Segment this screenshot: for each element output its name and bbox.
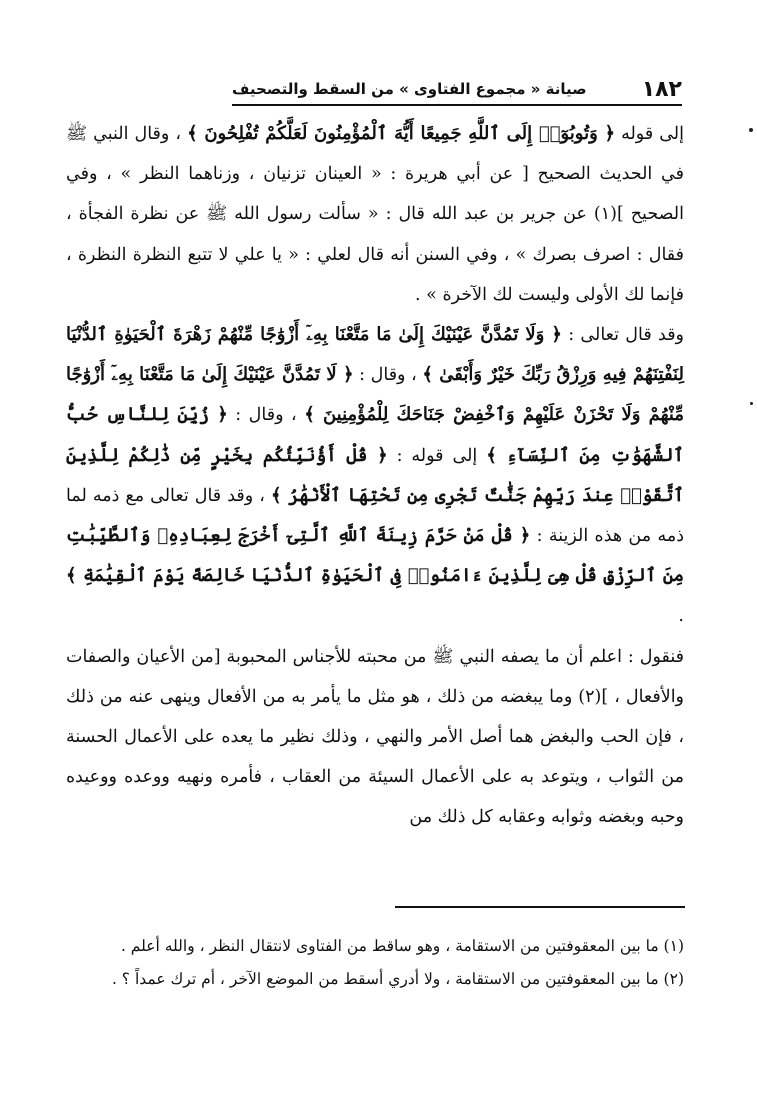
footnote-divider (395, 906, 685, 908)
text-segment: وقد قال تعالى : (561, 325, 685, 346)
quran-verse: ﴿ لَا تَمُدَّنَّ عَيْنَيْكَ إِلَىٰ مَا مَتَّعْنَا بِهِۦٓ أَزْوَٰجًا مِّنْهُمْ وَلَا تَحْزَنْ عَلَيْهِمْ وَٱخْفِضْ جَنَاحَكَ لِلْمُؤْمِنِينَ ﴾ (66, 364, 684, 426)
footnotes (66, 930, 684, 996)
footnote-2: (٢) ما بين المعقوفتين من الاستقامة ، ولا أدري أسقط من الموضع الآخر ، أم ترك عمداً ؟ . (111, 970, 684, 988)
quran-verse: ﴿ وَتُوبُوٓا۟ إِلَى ٱللَّهِ جَمِيعًا أَيُّهَ ٱلْمُؤْمِنُونَ لَعَلَّكُمْ تُفْلِحُونَ ﴾ (187, 123, 616, 144)
footnote-1: (١) ما بين المعقوفتين من الاستقامة ، وهو ساقط من الفتاوى لانتقال النظر ، والله أعلم . (120, 937, 684, 955)
paragraph-2 (66, 315, 684, 637)
scan-speck (750, 402, 753, 405)
text-segment: ، وقد قال تعالى مع ذمه لما ذمه من هذه الزينة : (66, 485, 685, 547)
page-header (232, 76, 682, 102)
text-segment: ، وقال : (353, 365, 423, 386)
text-segment: إلى قوله : (387, 445, 487, 466)
page-number: ١٨٢ (641, 76, 682, 102)
scan-speck (749, 128, 753, 132)
paragraph-1 (66, 114, 684, 315)
running-title: صيانة « مجموع الفتاوى » من السقط والتصحيف (232, 80, 587, 98)
text-segment: إلى قوله (615, 124, 684, 144)
text-segment: ، وقال النبي ﷺ في الحديث الصحيح [ عن أبي هريرة : « العينان تزنيان ، وزناهما النظر » ، وفي الصحيح ](١) عن جرير بن عبد الله قال : « سألت رسول الله ﷺ عن نظرة الفجأة ، فقال : اصرف بصرك » ، وفي السنن أنه قال لعلي : « يا علي لا تتبع النظرة النظرة ، فإنما لك الأولى وليست لك الآخرة » . (66, 124, 684, 305)
quran-verse: ﴿ زُيِّنَ لِلنَّاسِ حُبُّ ٱلشَّهَوَٰتِ مِنَ ٱلنِّسَآءِ ﴾ (66, 404, 684, 466)
header-divider (232, 104, 682, 106)
text-segment: ، وقال : (227, 405, 305, 426)
quran-verse: ﴿ قُلْ مَنْ حَرَّمَ زِينَةَ ٱللَّهِ ٱلَّتِىٓ أَخْرَجَ لِعِبَادِهِۦ وَٱلطَّيِّبَٰتِ مِنَ ٱلرِّزْقِ قُلْ هِىَ لِلَّذِينَ ءَامَنُوا۟ فِى ٱلْحَيَوٰةِ ٱلدُّنْيَا خَالِصَةً يَوْمَ ٱلْقِيَٰمَةِ ﴾ (66, 525, 684, 587)
text-segment: . (678, 606, 684, 627)
paragraph-3: فنقول : اعلم أن ما يصفه النبي ﷺ من محبته للأجناس المحبوبة [من الأعيان والصفات والأفعال ، ](٢) وما يبغضه من ذلك ، هو مثل ما يأمر به من الأفعال وينهى عنه من ذلك ، فإن الحب والبغض هما أصل الأمر والنهي ، وذلك نظير ما يعده على الأعمال الحسنة من الثواب ، ويتوعد به على الأعمال السيئة من العقاب ، فأمره ونهيه ووعده ووعيده وحبه وبغضه وثوابه وعقابه كل ذلك من (66, 646, 685, 828)
quran-verse: ﴿ قُلْ أَؤُنَبِّئُكُم بِخَيْرٍ مِّن ذَٰلِكُمْ لِلَّذِينَ ٱتَّقَوْا۟ عِندَ رَبِّهِمْ جَنَّٰتٌ تَجْرِى مِن تَحْتِهَا ٱلْأَنْهَٰرُ ﴾ (66, 444, 684, 506)
quran-verse: ﴿ وَلَا تَمُدَّنَّ عَيْنَيْكَ إِلَىٰ مَا مَتَّعْنَا بِهِۦٓ أَزْوَٰجًا مِّنْهُمْ زَهْرَةَ ٱلْحَيَوٰةِ ٱلدُّنْيَا لِنَفْتِنَهُمْ فِيهِ وَرِزْقُ رَبِّكَ خَيْرٌ وَأَبْقَىٰ ﴾ (66, 324, 684, 386)
main-text (66, 114, 684, 838)
